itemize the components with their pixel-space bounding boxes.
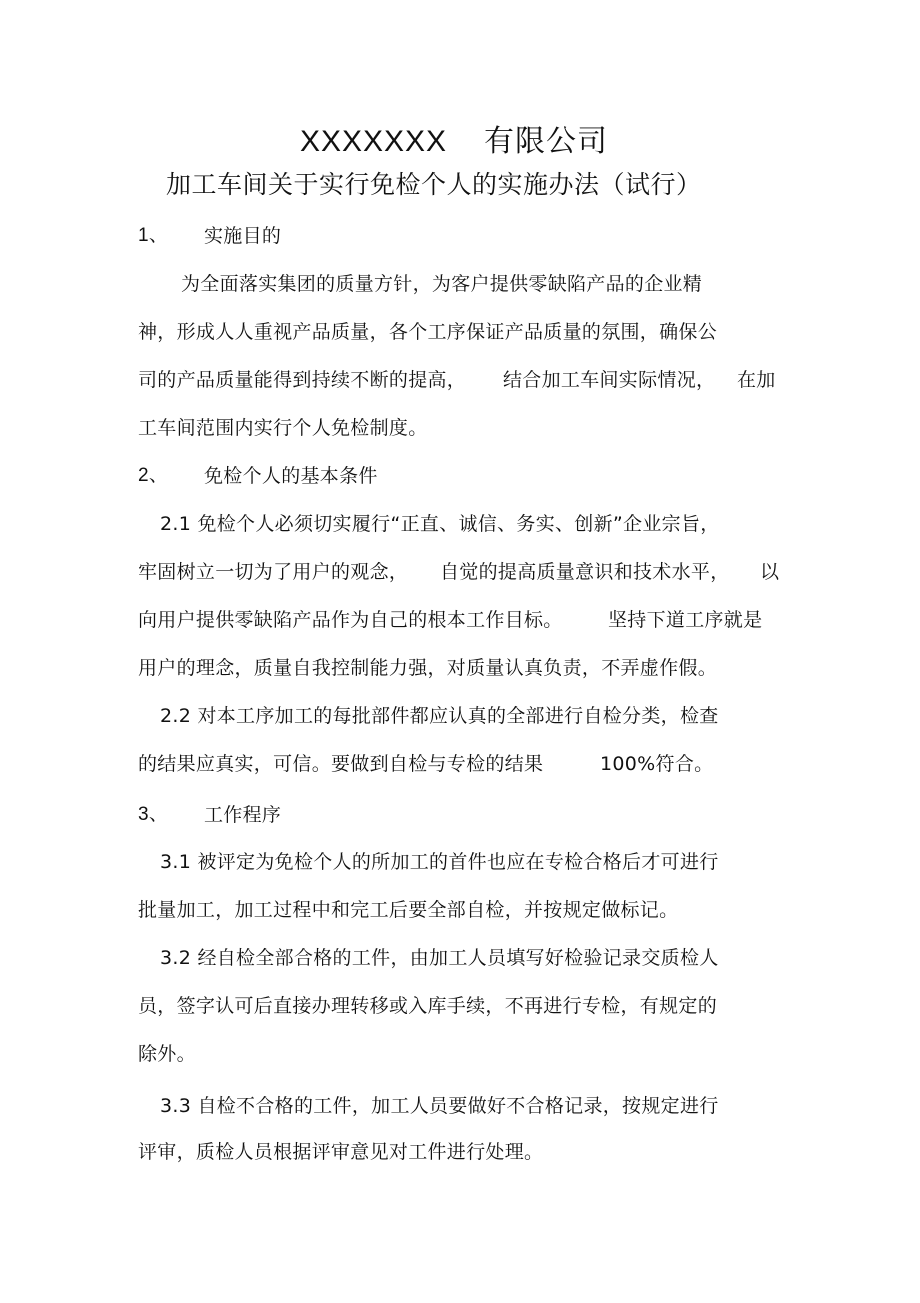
paragraph-line: 3.3 自检不合格的工件，加工人员要做好不合格记录，按规定进行 — [160, 1095, 719, 1117]
line-segment: 坚持下道工序就是 — [608, 609, 763, 631]
section-title: 免检个人的基本条件 — [204, 465, 378, 487]
paragraph-line: 除外。 — [138, 1043, 196, 1065]
section-number: 2、 — [138, 465, 169, 486]
line-segment: 向用户提供零缺陷产品作为自己的根本工作目标。 — [138, 609, 563, 631]
section-title: 实施目的 — [204, 225, 282, 247]
paragraph-line: 评审，质检人员根据评审意见对工件进行处理。 — [138, 1141, 544, 1163]
line-segment: 100%符合。 — [600, 753, 714, 775]
section-title: 工作程序 — [204, 804, 282, 826]
paragraph-line: 批量加工，加工过程中和完工后要全部自检，并按规定做标记。 — [138, 899, 679, 921]
paragraph-line: 工车间范围内实行个人免检制度。 — [138, 417, 428, 439]
title-company-suffix: 有限公司 — [484, 125, 608, 158]
paragraph-line: 为全面落实集团的质量方针，为客户提供零缺陷产品的企业精 — [181, 273, 703, 295]
line-segment: 牢固树立一切为了用户的观念， — [138, 561, 409, 583]
line-segment: 司的产品质量能得到持续不断的提高， — [138, 369, 467, 391]
paragraph-line: 2.1 免检个人必须切实履行“正直、诚信、务实、创新”企业宗旨， — [160, 513, 720, 535]
line-segment: 结合加工车间实际情况， — [503, 369, 716, 391]
title-company-name: XXXXXXX — [300, 125, 448, 158]
section-number: 3、 — [138, 804, 169, 825]
section-number: 1、 — [138, 225, 169, 246]
line-segment: 的结果应真实，可信。要做到自检与专检的结果 — [138, 753, 544, 775]
line-segment: 自觉的提高质量意识和技术水平， — [440, 561, 730, 583]
document-subtitle: 加工车间关于实行免检个人的实施办法（试行） — [166, 170, 702, 199]
line-segment: 在加 — [737, 369, 776, 391]
paragraph-line: 用户的理念，质量自我控制能力强，对质量认真负责，不弄虚作假。 — [138, 657, 718, 679]
line-segment: 以 — [760, 561, 780, 583]
paragraph-line: 2.2 对本工序加工的每批部件都应认真的全部进行自检分类，检查 — [160, 705, 719, 727]
paragraph-line: 员，签字认可后直接办理转移或入库手续，不再进行专检，有规定的 — [138, 995, 718, 1017]
paragraph-line: 3.2 经自检全部合格的工件，由加工人员填写好检验记录交质检人 — [160, 947, 719, 969]
paragraph-line: 3.1 被评定为免检个人的所加工的首件也应在专检合格后才可进行 — [160, 851, 719, 873]
paragraph-line: 神，形成人人重视产品质量，各个工序保证产品质量的氛围，确保公 — [138, 321, 718, 343]
